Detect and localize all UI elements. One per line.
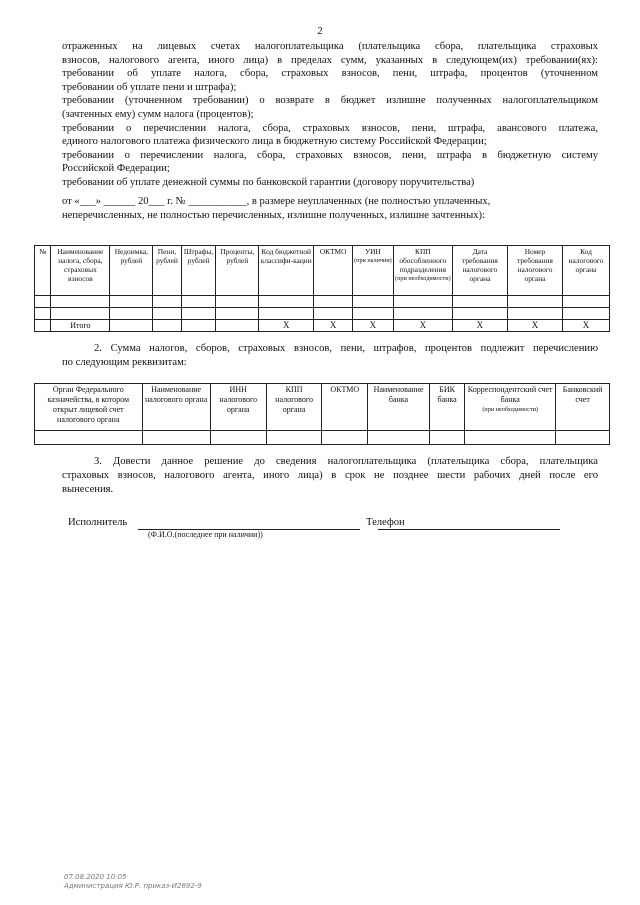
col-header-interest: Проценты, рублей bbox=[216, 246, 259, 296]
section-3-line: 3. Довести данное решение до сведения налогоплательщика (плательщика сбора, плательщика bbox=[94, 456, 598, 467]
section-3-line: страховых взносов, налогового агента, иного лица) в срок не позднее шести рабочих дней после его bbox=[62, 470, 598, 481]
requirement-date-line: от «___» ______ 20___ г. № ___________, в размере неуплаченных (не полностью уплаченных, bbox=[62, 196, 491, 207]
x-mark: X bbox=[259, 320, 314, 332]
x-mark: X bbox=[393, 320, 452, 332]
col-header-uin bbox=[353, 246, 394, 296]
footer-line: 07.08.2020 10:05 bbox=[64, 873, 127, 881]
paragraph-line: единого налогового платежа физического лица в бюджетную систему Российской Федерации; bbox=[62, 136, 487, 148]
col-header-bank-name: Наименование банка bbox=[367, 384, 429, 431]
col-header-tax-name: Наименование налога, сбора, страховых взносов bbox=[51, 246, 110, 296]
col-header-bank-account: Банковский счет bbox=[556, 384, 610, 431]
col-header-corr-account bbox=[465, 384, 556, 431]
col-header-bik: БИК банка bbox=[430, 384, 465, 431]
uin-note: (при наличии) bbox=[354, 257, 392, 264]
table-row bbox=[35, 308, 610, 320]
paragraph-line: отраженных на лицевых счетах налогоплательщика (плательщика сбора, плательщика страховых bbox=[62, 41, 598, 52]
requisites-table bbox=[34, 383, 610, 445]
requirement-date-line-cont: неперечисленных, не полностью перечисленных, излишне полученных, излишне зачтенных): bbox=[62, 210, 485, 221]
col-header-arrears: Недоимка, рублей bbox=[110, 246, 153, 296]
table-row bbox=[35, 431, 610, 445]
page-number: 2 bbox=[317, 25, 323, 37]
paragraph-line: требовании (уточненном требовании) о возврате в бюджет излишне полученных налогоплательщиком bbox=[62, 95, 598, 107]
requirements-paragraph bbox=[62, 40, 598, 190]
table-row bbox=[35, 296, 610, 308]
x-mark: X bbox=[507, 320, 562, 332]
col-header-req-number: Номер требования налогового органа bbox=[507, 246, 562, 296]
col-header-oktmo: ОКТМО bbox=[322, 384, 368, 431]
col-header-authority-name: Наименование налогового органа bbox=[142, 384, 210, 431]
paragraph-line: требовании об уплате налога, сбора, страховых взносов, пени, штрафа, процентов (уточненном bbox=[62, 68, 598, 80]
col-header-tax-authority-code: Код налогового органа bbox=[563, 246, 610, 296]
phone-line bbox=[378, 529, 560, 530]
col-header-oktmo: ОКТМО bbox=[314, 246, 353, 296]
section-2-line: по следующим реквизитам: bbox=[62, 356, 187, 368]
col-header-penalties: Пени, рублей bbox=[153, 246, 182, 296]
phone-label: Телефон bbox=[366, 517, 405, 528]
x-mark: X bbox=[563, 320, 610, 332]
col-header-fines: Штрафы, рублей bbox=[181, 246, 216, 296]
table-header-row bbox=[35, 384, 610, 431]
corr-label: Корреспондентский счет банка bbox=[467, 385, 553, 404]
total-row bbox=[35, 320, 610, 332]
paragraph-line: взносов, налогового агента, иного лица) в пределах сумм, указанных в следующем(их) требовании(ях): bbox=[62, 54, 598, 66]
col-header-kbk: Код бюджетной классифи-кации bbox=[259, 246, 314, 296]
col-header-kpp bbox=[393, 246, 452, 296]
section-2-line: 2. Сумма налогов, сборов, страховых взносов, пени, штрафов, процентов подлежит перечислению bbox=[94, 343, 598, 354]
kpp-note: (при необходимости) bbox=[395, 275, 451, 282]
x-mark: X bbox=[353, 320, 394, 332]
col-header-inn: ИНН налогового органа bbox=[210, 384, 266, 431]
footer-stamp bbox=[64, 873, 202, 891]
executor-label: Исполнитель bbox=[68, 517, 128, 528]
paragraph-line: Российской Федерации; bbox=[62, 163, 170, 175]
arrears-table bbox=[34, 245, 610, 332]
section-2 bbox=[62, 342, 598, 369]
corr-note: (при необходимости) bbox=[482, 406, 538, 413]
kpp-label: КПП обособленного подразделения bbox=[399, 247, 447, 274]
table-header-row bbox=[35, 246, 610, 296]
col-header-treasury: Орган Федерального казначейства, в котором открыт лицевой счет налогового органа bbox=[35, 384, 143, 431]
footer-line: Администрация Ю.Р. приказ-И2692-9 bbox=[64, 882, 202, 890]
paragraph-line: требовании о перечислении налога, сбора, страховых взносов, пени, штрафа, авансового платежа, bbox=[62, 122, 598, 134]
paragraph-line: требовании о перечислении налога, сбора, страховых взносов, пени, штрафа в бюджетную систему bbox=[62, 149, 598, 161]
uin-label: УИН bbox=[364, 247, 381, 256]
x-mark: X bbox=[314, 320, 353, 332]
x-mark: X bbox=[452, 320, 507, 332]
section-3 bbox=[62, 455, 598, 497]
col-header-kpp: КПП налогового органа bbox=[266, 384, 322, 431]
fio-note: (Ф.И.О.(последнее при наличии)) bbox=[148, 530, 263, 539]
col-header-number: № bbox=[35, 246, 51, 296]
signature-row bbox=[68, 517, 588, 537]
col-header-req-date: Дата требования налогового органа bbox=[452, 246, 507, 296]
section-3-line: вынесения. bbox=[62, 484, 114, 495]
paragraph-line: требовании об уплате денежной суммы по банковской гарантии (договору поручительства) bbox=[62, 176, 475, 188]
total-label: Итого bbox=[51, 320, 110, 332]
paragraph-line: (зачтенных ему) сумм налога (процентов); bbox=[62, 108, 254, 120]
paragraph-line: требовании об уплате пени и штрафа); bbox=[62, 81, 237, 93]
